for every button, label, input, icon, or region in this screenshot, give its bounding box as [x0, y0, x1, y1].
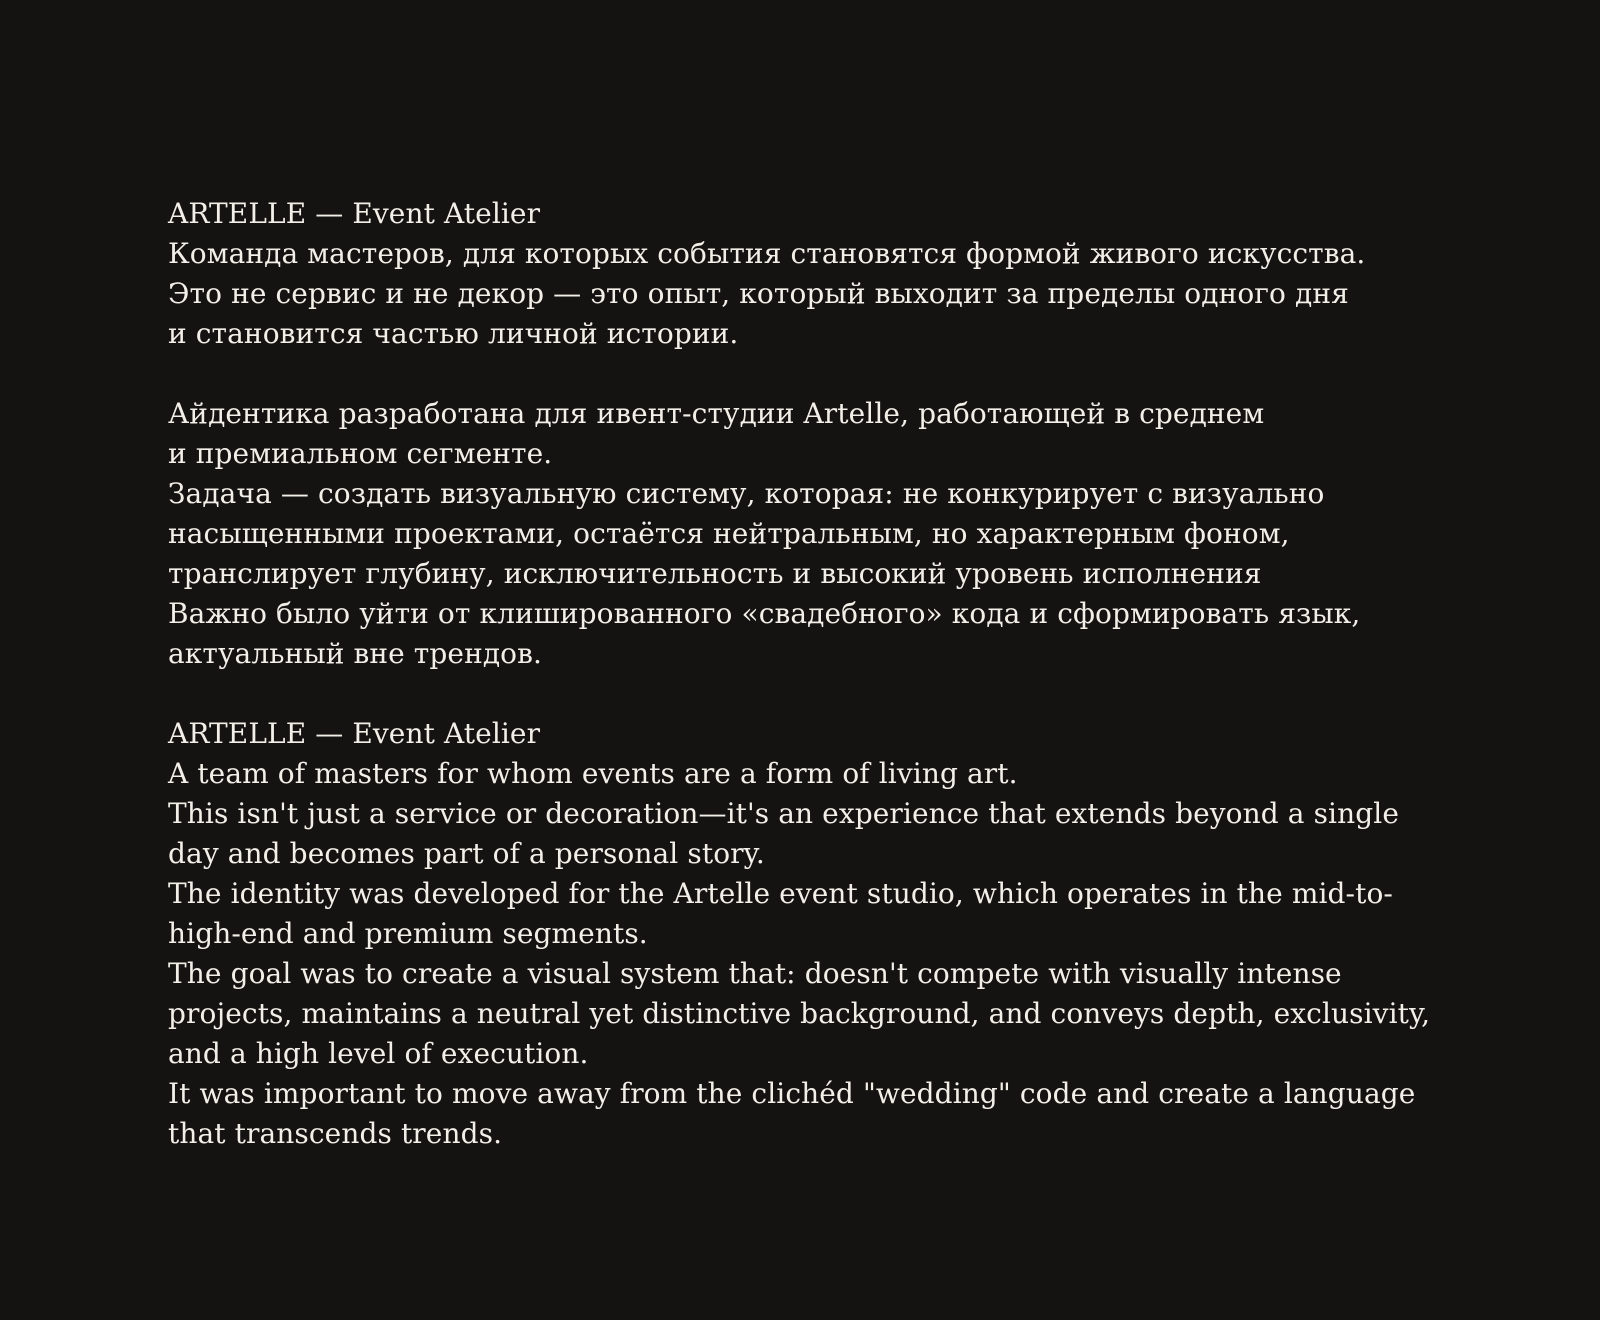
russian-description-line: Айдентика разработана для ивент-студии Artelle, работающей в среднем — [168, 397, 1265, 430]
english-description-line: The identity was developed for the Artelle event studio, which operates in the mid-to- — [168, 877, 1393, 910]
russian-description-line: и премиальном сегменте. — [168, 437, 553, 470]
english-description-line: projects, maintains a neutral yet distinctive background, and conveys depth, exclusivity, — [168, 997, 1431, 1030]
russian-intro-line: Это не сервис и не декор — это опыт, который выходит за пределы одного дня — [168, 277, 1349, 310]
english-description-line: and a high level of execution. — [168, 1037, 589, 1070]
english-title: ARTELLE — Event Atelier — [168, 717, 541, 750]
russian-title: ARTELLE — Event Atelier — [168, 197, 541, 230]
russian-description-line: актуальный вне трендов. — [168, 637, 542, 670]
russian-description-line: транслирует глубину, исключительность и высокий уровень исполнения — [168, 557, 1262, 590]
english-description-line: It was important to move away from the clichéd "wedding" code and create a language — [168, 1077, 1416, 1110]
english-description-line: high-end and premium segments. — [168, 917, 648, 950]
russian-description-section — [168, 394, 1468, 674]
english-description-line: day and becomes part of a personal story. — [168, 837, 765, 870]
russian-description-line: Важно было уйти от клишированного «свадебного» кода и сформировать язык, — [168, 597, 1361, 630]
russian-intro-section — [168, 194, 1468, 354]
russian-intro-line: Команда мастеров, для которых события становятся формой живого искусства. — [168, 237, 1366, 270]
russian-description-line: насыщенными проектами, остаётся нейтральным, но характерным фоном, — [168, 517, 1290, 550]
project-description — [168, 194, 1468, 1154]
english-description-line: A team of masters for whom events are a form of living art. — [168, 757, 1018, 790]
english-description-line: The goal was to create a visual system that: doesn't compete with visually intense — [168, 957, 1342, 990]
english-section — [168, 714, 1468, 1154]
english-description-line: that transcends trends. — [168, 1117, 503, 1150]
russian-description-line: Задача — создать визуальную систему, которая: не конкурирует с визуально — [168, 477, 1325, 510]
english-description-line: This isn't just a service or decoration—it's an experience that extends beyond a single — [168, 797, 1399, 830]
russian-intro-line: и становится частью личной истории. — [168, 317, 739, 350]
